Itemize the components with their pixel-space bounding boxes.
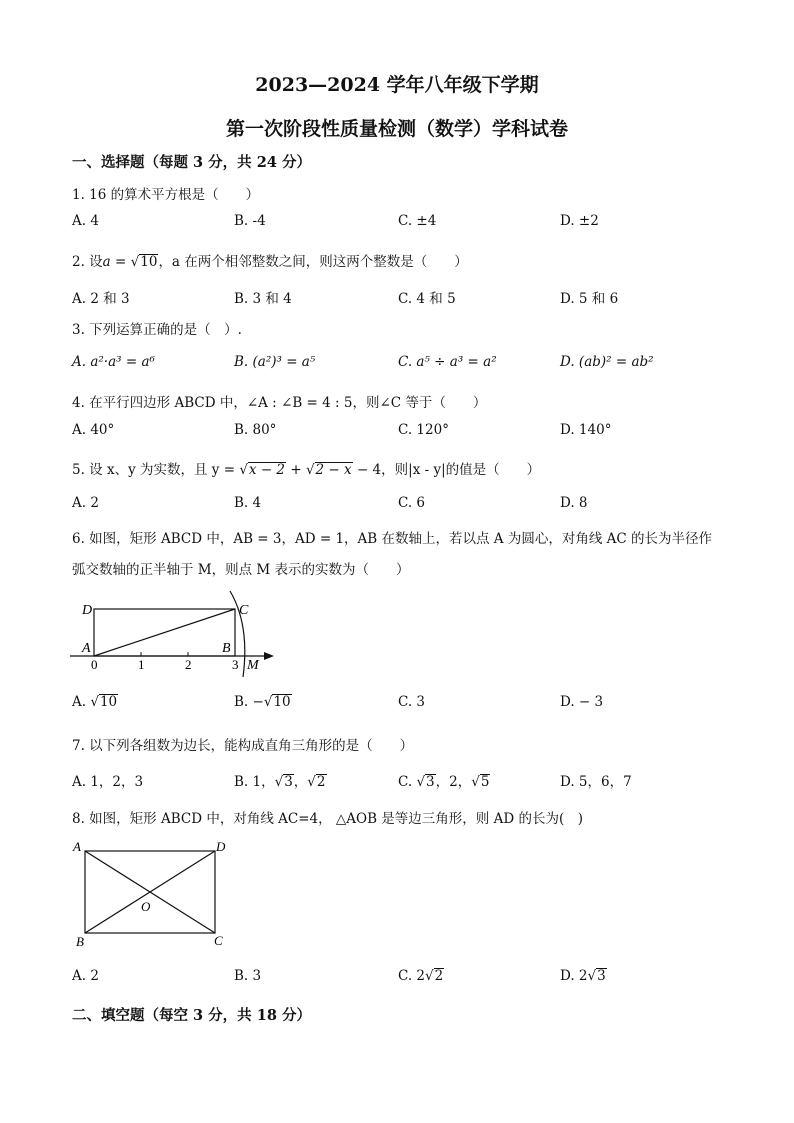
q4-option-c: C. 120° — [398, 422, 449, 438]
q3-option-b: B. (a²)³ = a⁵ — [234, 354, 316, 370]
q1-option-d: D. ±2 — [560, 213, 599, 229]
q5-option-c: C. 6 — [398, 495, 426, 511]
q6-tick-label-0: 0 — [91, 657, 98, 672]
question-8-options — [72, 968, 752, 988]
q8-rectangle-figure — [68, 835, 238, 955]
q2-option-d: D. 5 和 6 — [560, 291, 619, 307]
question-4-options — [72, 422, 752, 442]
question-1: 1. 16 的算术平方根是（ ） — [72, 187, 260, 203]
question-6-options — [72, 694, 752, 714]
q6-tick-label-1: 1 — [138, 657, 145, 672]
q7-option-a: A. 1，2，3 — [72, 774, 144, 790]
section-heading-choice: 一、选择题（每题 3 分，共 24 分） — [72, 154, 311, 171]
q6-axis-arrow — [264, 652, 274, 660]
q2-option-a: A. 2 和 3 — [72, 291, 130, 307]
q7-option-d: D. 5，6，7 — [560, 774, 632, 790]
question-7: 7. 以下列各组数为边长，能构成直角三角形的是（ ） — [72, 738, 414, 754]
q1-option-a: A. 4 — [72, 213, 99, 229]
question-8: 8. 如图，矩形 ABCD 中，对角线 AC=4， △AOB 是等边三角形，则 AD 的长为( ) — [72, 811, 583, 827]
q6-diagonal-ac — [94, 609, 235, 656]
section-heading-fill-in: 二、填空题（每空 3 分，共 18 分） — [72, 1007, 311, 1024]
question-5-options — [72, 495, 752, 515]
q6-tick-label-2: 2 — [185, 657, 192, 672]
q8-label-c: C — [214, 933, 223, 948]
q6-label-m: M — [247, 658, 259, 673]
q1-option-b: B. -4 — [234, 213, 266, 229]
q8-option-c: C. 2√2 — [398, 968, 444, 984]
q8-option-b: B. 3 — [234, 968, 262, 984]
q2-option-b: B. 3 和 4 — [234, 291, 292, 307]
q8-label-b: B — [76, 934, 84, 949]
q6-number-line-figure — [60, 585, 290, 680]
exam-title-subject: 第一次阶段性质量检测（数学）学科试卷 — [225, 118, 568, 140]
q6-label-d: D — [82, 603, 93, 618]
q6-option-b: B. −√10 — [234, 694, 291, 710]
q6-label-a: A — [82, 641, 91, 656]
q4-option-d: D. 140° — [560, 422, 612, 438]
q4-option-a: A. 40° — [72, 422, 115, 438]
q8-label-d: D — [216, 839, 226, 854]
question-7-options — [72, 770, 752, 790]
q3-option-c: C. a⁵ ÷ a³ = a² — [398, 354, 497, 370]
question-2-options — [72, 287, 752, 307]
q2-option-c: C. 4 和 5 — [398, 291, 456, 307]
question-1-options — [72, 213, 752, 233]
q1-option-c: C. ±4 — [398, 213, 437, 229]
question-6-line-2: 弧交数轴的正半轴于 M，则点 M 表示的实数为（ ） — [72, 562, 410, 578]
q8-option-d: D. 2√3 — [560, 968, 606, 984]
q6-label-c: C — [239, 603, 249, 618]
question-5: 5. 设 x、y 为实数，且 y = √x − 2 + √2 − x − 4，则|x - y|的值是（ ） — [72, 462, 541, 478]
q8-label-o: O — [141, 899, 151, 914]
q3-option-a: A. a²·a³ = a⁶ — [72, 354, 155, 370]
q7-option-c: C. √3，2，√5 — [398, 774, 490, 790]
question-4: 4. 在平行四边形 ABCD 中，∠A : ∠B = 4 : 5，则∠C 等于（ ） — [72, 395, 487, 411]
q3-option-d: D. (ab)² = ab² — [560, 354, 654, 370]
q7-option-b: B. 1，√3，√2 — [234, 774, 326, 790]
question-6-line-1: 6. 如图，矩形 ABCD 中，AB = 3，AD = 1，AB 在数轴上，若以点 A 为圆心，对角线 AC 的长为半径作 — [72, 531, 712, 547]
q6-option-d: D. − 3 — [560, 694, 604, 710]
q8-label-a: A — [73, 839, 81, 854]
q6-option-c: C. 3 — [398, 694, 426, 710]
q6-label-b: B — [222, 641, 231, 656]
exam-title-year: 2023—2024 学年八年级下学期 — [255, 74, 539, 96]
q5-option-d: D. 8 — [560, 495, 588, 511]
question-2: 2. 设a = √10，a 在两个相邻整数之间，则这两个整数是（ ） — [72, 254, 468, 270]
question-3-options — [72, 354, 752, 374]
q8-option-a: A. 2 — [72, 968, 99, 984]
q6-tick-label-3: 3 — [232, 657, 239, 672]
q4-option-b: B. 80° — [234, 422, 277, 438]
q5-option-b: B. 4 — [234, 495, 262, 511]
question-3: 3. 下列运算正确的是（ ）. — [72, 322, 242, 338]
q6-option-a: A. √10 — [72, 694, 118, 710]
q5-option-a: A. 2 — [72, 495, 99, 511]
